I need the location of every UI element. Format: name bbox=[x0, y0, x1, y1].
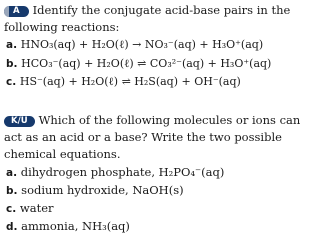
item-letter: d. bbox=[6, 221, 18, 234]
item-letter: a. bbox=[6, 39, 18, 52]
question-1-prompt-text: Identify the conjugate acid-base pairs in the bbox=[32, 3, 291, 17]
question-1-prompt-line-1 bbox=[4, 2, 309, 19]
item-letter: b. bbox=[6, 184, 18, 197]
item-equation: HNO₃(aq) + H₂O(ℓ) → NO₃⁻(aq) + H₃O⁺(aq) bbox=[20, 38, 264, 52]
question-2-item-c bbox=[4, 200, 309, 218]
question-2-item-a bbox=[4, 164, 309, 182]
item-text: ammonia, NH₃(aq) bbox=[21, 219, 130, 234]
question-1-item-a bbox=[4, 36, 309, 54]
question-2-badge: K/U bbox=[4, 116, 35, 127]
item-text: dihydrogen phosphate, H₂PO₄⁻(aq) bbox=[20, 164, 225, 179]
question-2-prompt-line-2: act as an acid or a base? Write the two possible bbox=[4, 130, 282, 145]
question-1-badge: A bbox=[4, 6, 29, 17]
question-1 bbox=[4, 2, 309, 91]
question-1-item-c bbox=[4, 73, 309, 91]
question-1-prompt-line-2: following reactions: bbox=[4, 20, 120, 35]
item-equation: HS⁻(aq) + H₂O(ℓ) ⇌ H₂S(aq) + OH⁻(aq) bbox=[19, 74, 241, 88]
question-2-prompt-line-1 bbox=[4, 112, 309, 129]
question-2-prompt-text: Which of the following molecules or ions can bbox=[38, 113, 301, 127]
item-letter: c. bbox=[6, 203, 17, 216]
item-letter: a. bbox=[6, 166, 18, 179]
question-2-item-b bbox=[4, 182, 309, 200]
question-1-item-b bbox=[4, 55, 309, 73]
question-2-item-d bbox=[4, 218, 309, 236]
item-letter: b. bbox=[6, 57, 18, 70]
question-2 bbox=[4, 112, 309, 236]
item-text: sodium hydroxide, NaOH(s) bbox=[21, 182, 184, 197]
item-equation: HCO₃⁻(aq) + H₂O(ℓ) ⇌ CO₃²⁻(aq) + H₃O⁺(aq) bbox=[21, 56, 272, 70]
item-text: water bbox=[19, 201, 54, 216]
item-letter: c. bbox=[6, 75, 17, 88]
question-2-prompt-line-3: chemical equations. bbox=[4, 147, 121, 162]
